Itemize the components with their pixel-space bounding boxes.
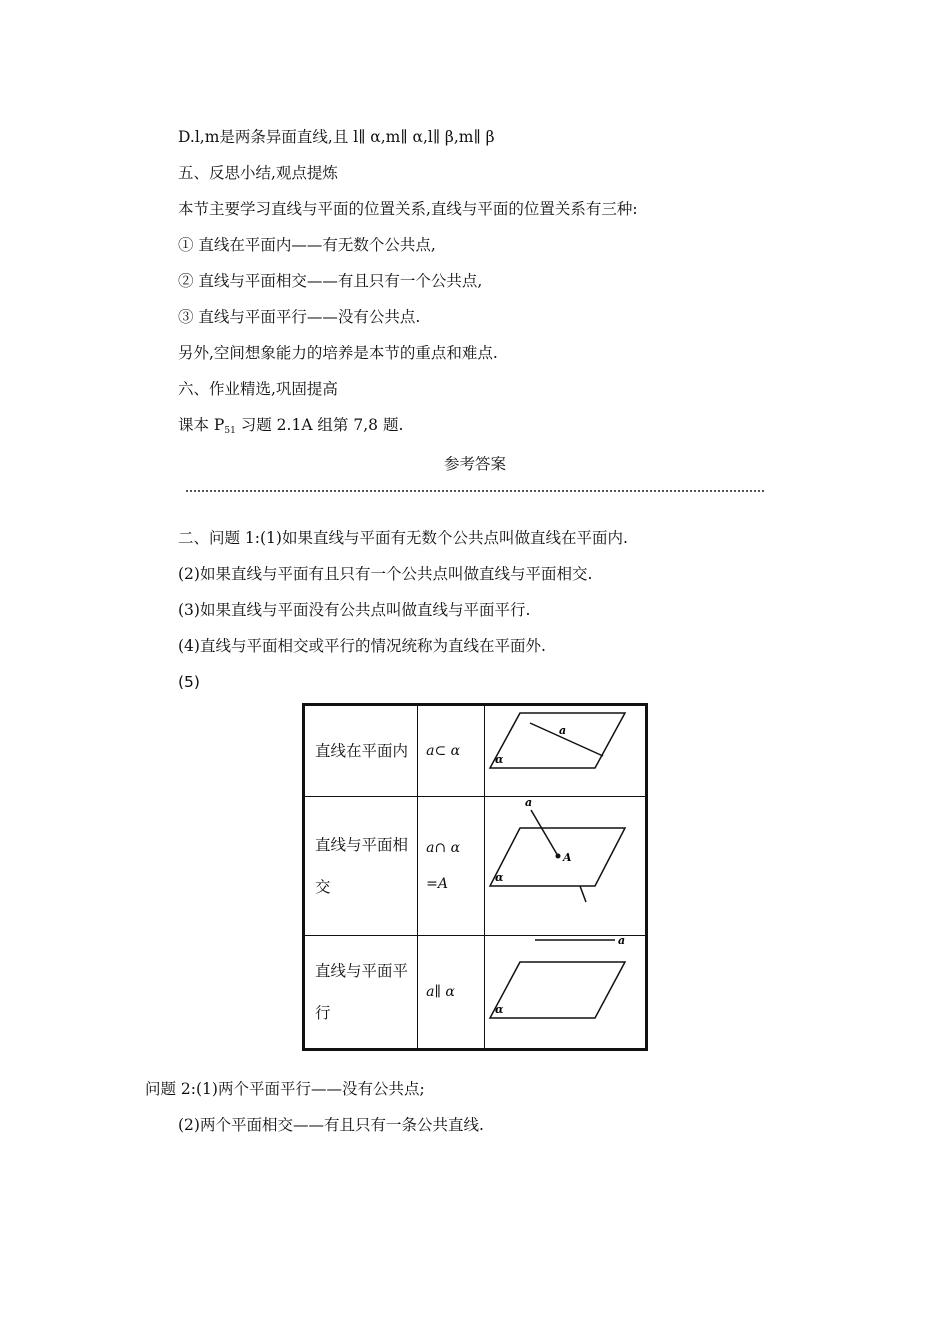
position-relation-table — [302, 703, 648, 1051]
row-symbol: a∩ α =A — [418, 797, 485, 935]
answer-q2-1: 问题 2:(1)两个平面平行——没有公共点; — [145, 1080, 425, 1098]
point-a-label: A — [562, 850, 572, 864]
row-symbol: a⊂ α — [418, 705, 485, 797]
diagram-in-plane-svg — [485, 706, 645, 796]
table-row — [304, 935, 647, 1049]
row-name: 直线与平面平行 — [304, 935, 418, 1049]
plane-alpha-label: α — [494, 870, 504, 884]
row-symbol: a∥ α — [418, 935, 485, 1049]
answer-q1-3: (3)如果直线与平面没有公共点叫做直线与平面平行. — [178, 601, 531, 619]
diagram-in-plane — [484, 705, 646, 797]
summary-item-3: ③ 直线与平面平行——没有公共点. — [178, 308, 421, 326]
option-d: D.l,m是两条异面直线,且 l∥ α,m∥ α,l∥ β,m∥ β — [178, 128, 495, 146]
line-a-label: a — [558, 724, 567, 738]
answer-q1-2: (2)如果直线与平面有且只有一个公共点叫做直线与平面相交. — [178, 565, 593, 583]
diagram-parallel — [484, 935, 646, 1049]
answer-q1-4: (4)直线与平面相交或平行的情况统称为直线在平面外. — [178, 637, 546, 655]
plane-alpha-label: α — [494, 1002, 504, 1016]
summary-item-1: ① 直线在平面内——有无数个公共点, — [178, 236, 436, 254]
summary-intro: 本节主要学习直线与平面的位置关系,直线与平面的位置关系有三种: — [178, 200, 638, 218]
table-row — [304, 705, 647, 797]
section-5-heading: 五、反思小结,观点提炼 — [178, 164, 338, 182]
homework: 课本 $P_{51}$ 习题 2.1A 组第 7,8 题. — [178, 416, 404, 436]
table-row — [304, 797, 647, 935]
line-a-label: a — [617, 935, 626, 947]
row-name: 直线在平面内 — [304, 705, 418, 797]
plane-alpha-label: α — [494, 753, 504, 767]
diagram-parallel-svg — [485, 936, 645, 1048]
row-name: 直线与平面相交 — [304, 797, 418, 935]
diagram-intersect-svg — [485, 798, 645, 934]
diagram-intersect — [484, 797, 646, 935]
dotted-divider — [186, 490, 764, 492]
answer-q2-2: (2)两个平面相交——有且只有一条公共直线. — [178, 1116, 484, 1134]
line-a-label: a — [524, 797, 533, 809]
summary-item-2: ② 直线与平面相交——有且只有一个公共点, — [178, 272, 483, 290]
answer-title: 参考答案 — [443, 455, 506, 473]
section-6-heading: 六、作业精选,巩固提高 — [178, 380, 338, 398]
answer-q1-1: 二、问题 1:(1)如果直线与平面有无数个公共点叫做直线在平面内. — [178, 529, 628, 547]
summary-extra: 另外,空间想象能力的培养是本节的重点和难点. — [178, 344, 498, 362]
answer-q1-5: (5) — [178, 673, 200, 691]
